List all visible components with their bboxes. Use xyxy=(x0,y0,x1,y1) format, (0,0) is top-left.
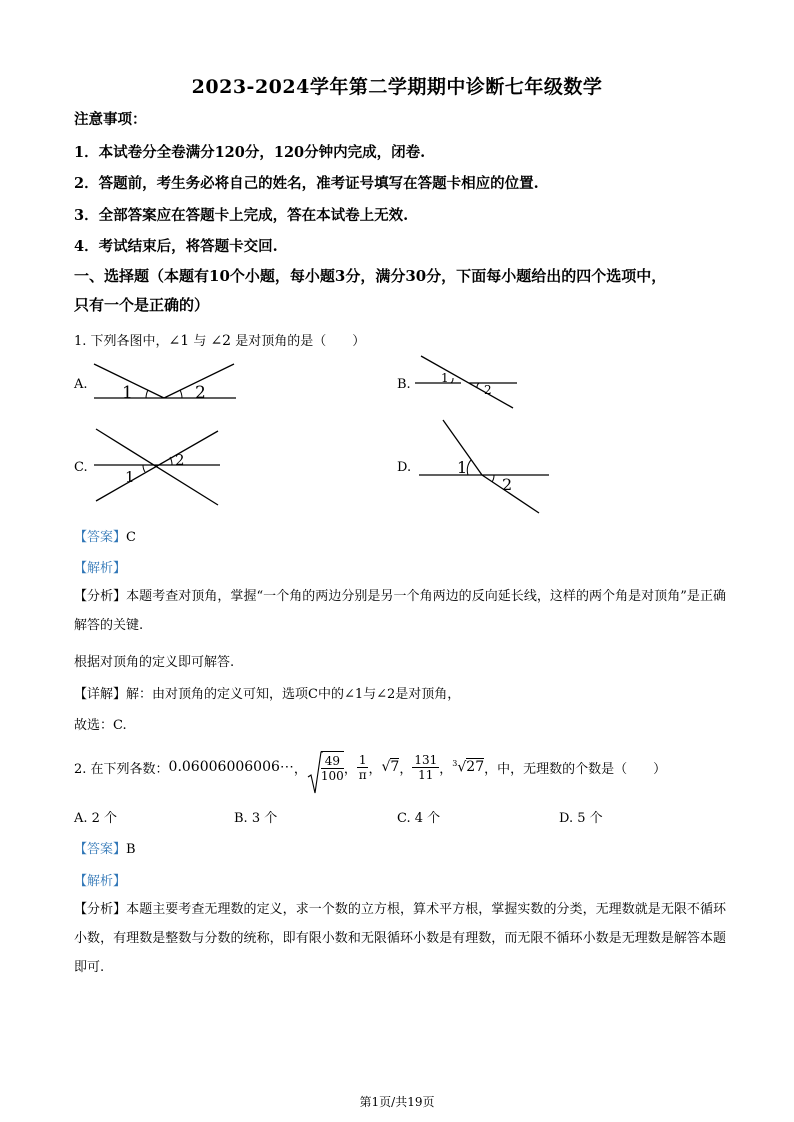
section-heading-line1: 一、选择题（本题有10个小题，每小题3分，满分30分，下面每小题给出的四个选项中， xyxy=(74,267,667,285)
q2-option-d: D. 5 个 xyxy=(559,811,603,826)
q1-figure-d xyxy=(413,418,553,516)
q2-answer-tag: 【答案】 xyxy=(74,842,127,857)
q2-prefix: 2. 在下列各数： xyxy=(74,761,169,777)
q2-sqrt-numerator: 49 xyxy=(321,754,344,769)
q1-xiangjie-tag: 【详解】 xyxy=(74,687,127,702)
q2-option-c: C. 4 个 xyxy=(397,811,441,826)
fig-b-mark2: 2 xyxy=(484,383,492,397)
q1-mid: 与 xyxy=(189,334,211,349)
q2-answer xyxy=(74,838,136,857)
q1-figure-c xyxy=(90,425,225,510)
q2-option-b: B. 3 个 xyxy=(234,811,278,826)
note-item-3: 3．全部答案应在答题卡上完成，答在本试卷上无效. xyxy=(74,207,409,224)
q1-analysis-label: 【解析】 xyxy=(74,561,127,576)
fig-c-line-down xyxy=(96,429,218,505)
q2-frac-numerator: 1 xyxy=(358,752,367,767)
q2-frac2-denominator: 11 xyxy=(418,767,434,782)
q2-comma-5: ， xyxy=(439,761,453,777)
q1-choose: 故选：C. xyxy=(74,718,127,733)
notes-heading: 注意事项： xyxy=(74,111,147,128)
q1-fenxi-tag: 【分析】 xyxy=(74,589,127,604)
q1-option-a-label: A. xyxy=(74,377,88,392)
q1-suffix: 是对顶角的是（ ） xyxy=(231,334,366,349)
q2-comma-2: ， xyxy=(343,761,357,777)
fig-c-arc1 xyxy=(143,465,145,472)
fig-d-arc2 xyxy=(492,475,494,482)
fig-b-arc2 xyxy=(477,383,479,388)
q1-define-line: 根据对顶角的定义即可解答. xyxy=(74,655,235,670)
q1-answer-value: C xyxy=(126,530,136,545)
fig-a-arc2 xyxy=(180,390,182,398)
q2-answer-value: B xyxy=(126,842,136,857)
fig-d-mark1: 1 xyxy=(457,458,468,477)
question-2-stem xyxy=(74,745,666,789)
q1-prefix: 1. 下列各图中， xyxy=(74,334,169,349)
q2-fenxi-tag: 【分析】 xyxy=(74,902,127,917)
q2-comma-4: ， xyxy=(399,761,413,777)
q1-figure-a xyxy=(90,358,240,408)
fig-a-mark1: 1 xyxy=(122,383,133,403)
q1-angle2: ∠2 xyxy=(210,333,232,349)
q2-sqrt-denominator: 100 xyxy=(320,769,344,783)
q1-fenxi-text: 本题考查对顶角，掌握“一个角的两边分别是另一个角两边的反向延长线，这样的两个角是对顶角”是正确解答的关键. xyxy=(74,589,726,633)
q2-number-decimal: 0.06006006006⋯ xyxy=(168,759,294,775)
q2-fraction-1-over-pi xyxy=(357,753,369,782)
q2-frac2-numerator: 131 xyxy=(414,752,438,767)
q1-fenxi xyxy=(74,582,726,640)
q1-option-c-label: C. xyxy=(74,460,88,475)
q2-fenxi-text: 本题主要考查无理数的定义，求一个数的立方根，算术平方根，掌握实数的分类，无理数就是无限不循环小数，有理数是整数与分数的统称，即有限小数和无限循环小数是有理数，而无限不循环小数是无理数是解答本题即可. xyxy=(74,902,726,975)
q2-cbrt27: $^3$√27 xyxy=(452,758,485,776)
q1-option-d-label: D. xyxy=(397,460,412,475)
fig-a-arc1 xyxy=(146,390,148,398)
q1-xiangjie-text: 解：由对顶角的定义可知，选项C中的∠1与∠2是对顶角， xyxy=(126,687,461,702)
q1-figure-b xyxy=(413,352,523,412)
q2-comma-3: ， xyxy=(368,761,382,777)
fig-b-transversal xyxy=(421,356,513,408)
q2-fraction-131-11 xyxy=(412,753,439,782)
q2-comma-1: ， xyxy=(293,761,307,777)
q2-sqrt-fraction xyxy=(307,751,344,783)
q2-option-a: A. 2 个 xyxy=(74,811,118,826)
sqrt-sign-icon xyxy=(307,751,323,795)
note-item-4: 4．考试结束后，将答题卡交回. xyxy=(74,238,278,255)
fig-b-arc1 xyxy=(451,378,453,383)
question-1-stem xyxy=(74,330,365,349)
fig-d-arc1 xyxy=(467,460,471,475)
q2-sqrt7-value: 7 xyxy=(390,759,400,775)
q1-angle1: ∠1 xyxy=(168,333,190,349)
q2-analysis-tag xyxy=(74,870,126,889)
q2-fenxi xyxy=(74,895,726,982)
fig-c-line-up xyxy=(96,431,218,501)
section-heading-line2: 只有一个是正确的） xyxy=(74,296,210,314)
note-item-1: 1．本试卷分全卷满分120分，120分钟内完成，闭卷. xyxy=(74,144,426,161)
q2-cbrt-value: 27 xyxy=(466,759,485,776)
q1-analysis-tag xyxy=(74,557,126,576)
section-heading xyxy=(74,262,734,320)
fig-c-mark2: 2 xyxy=(175,451,185,469)
page-footer: 第1页/共19页 xyxy=(359,1095,435,1109)
q2-cbrt-index: 3 xyxy=(452,758,458,768)
q1-option-b-label: B. xyxy=(397,377,411,392)
fig-b-mark1: 1 xyxy=(441,371,449,385)
page-title: 2023-2024学年第二学期期中诊断七年级数学 xyxy=(191,76,603,98)
q1-xiangjie xyxy=(74,683,460,702)
q2-suffix: ，中，无理数的个数是（ ） xyxy=(484,761,667,777)
fig-a-mark2: 2 xyxy=(195,383,206,403)
q2-sqrt7: √7 xyxy=(381,759,400,775)
q1-answer xyxy=(74,526,136,545)
note-item-2: 2．答题前，考生务必将自己的姓名，准考证号填写在答题卡相应的位置. xyxy=(74,175,539,192)
fig-c-mark1: 1 xyxy=(125,468,135,486)
q1-answer-tag: 【答案】 xyxy=(74,530,127,545)
q2-analysis-label: 【解析】 xyxy=(74,874,127,889)
fig-d-mark2: 2 xyxy=(502,475,513,494)
q2-frac-denominator: π xyxy=(358,767,367,782)
